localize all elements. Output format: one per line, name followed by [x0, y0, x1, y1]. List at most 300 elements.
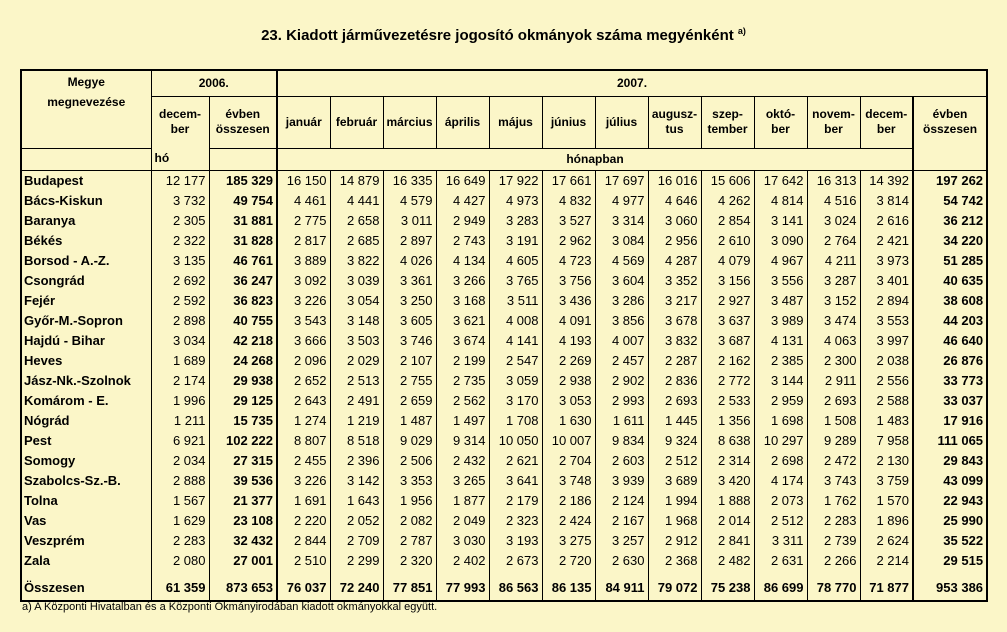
nov-b: ber [824, 122, 843, 136]
table-cell: 46 761 [209, 251, 277, 271]
table-cell: 2 052 [330, 511, 383, 531]
table-cell: 953 386 [913, 571, 987, 601]
table-row [21, 291, 987, 311]
table-cell: 4 091 [542, 311, 595, 331]
table-header [21, 70, 987, 170]
table-cell: 2 897 [383, 231, 436, 251]
county-header-line1: Megye [67, 75, 105, 89]
county-name: Győr-M.-Sopron [24, 312, 123, 328]
table-cell: 3 314 [595, 211, 648, 231]
table-cell: 2 107 [383, 351, 436, 371]
table-cell: 3 193 [489, 531, 542, 551]
table-cell: 1 689 [151, 351, 209, 371]
table-cell: 2 956 [648, 231, 701, 251]
table-cell: 4 441 [330, 191, 383, 211]
table-cell: 33 037 [913, 391, 987, 411]
table-cell: 3 250 [383, 291, 436, 311]
month-header [701, 96, 754, 148]
total-row [21, 571, 987, 601]
table-cell: 84 911 [595, 571, 648, 601]
table-cell: 4 967 [754, 251, 807, 271]
table-cell: 2 841 [701, 531, 754, 551]
table-row [21, 491, 987, 511]
table-cell: 4 605 [489, 251, 542, 271]
dec-2007-a: decem- [865, 107, 908, 121]
table-cell: 26 876 [913, 351, 987, 371]
table-cell: 3 814 [860, 191, 913, 211]
table-cell: 3 092 [277, 271, 330, 291]
table-cell: 2 300 [807, 351, 860, 371]
table-cell: 39 536 [209, 471, 277, 491]
table-row [21, 471, 987, 491]
table-cell: 2 588 [860, 391, 913, 411]
county-name: Fejér [24, 292, 56, 308]
table-cell: 3 746 [383, 331, 436, 351]
table-cell: 2 764 [807, 231, 860, 251]
table-cell: 12 177 [151, 170, 209, 191]
table-cell: 873 653 [209, 571, 277, 601]
table-cell: 4 008 [489, 311, 542, 331]
table-cell: 29 843 [913, 451, 987, 471]
table-cell: 43 099 [913, 471, 987, 491]
table-cell: 3 604 [595, 271, 648, 291]
yearly-2006-spacer [209, 148, 277, 170]
table-cell: 2 038 [860, 351, 913, 371]
table-cell: 3 170 [489, 391, 542, 411]
table-cell: 3 743 [807, 471, 860, 491]
yearly-2006-b: összesen [215, 122, 270, 136]
table-cell: 3 311 [754, 531, 807, 551]
county-name: Heves [24, 352, 63, 368]
table-cell: 3 605 [383, 311, 436, 331]
table-cell: 2 179 [489, 491, 542, 511]
table-cell: 4 079 [701, 251, 754, 271]
table-cell: 40 635 [913, 271, 987, 291]
month-header [754, 96, 807, 148]
table-cell: 4 131 [754, 331, 807, 351]
table-cell: 3 939 [595, 471, 648, 491]
county-name: Bács-Kiskun [24, 192, 103, 208]
table-cell: 2 704 [542, 451, 595, 471]
table-cell: 79 072 [648, 571, 701, 601]
table-cell: 3 060 [648, 211, 701, 231]
table-cell: 17 661 [542, 170, 595, 191]
table-cell: 1 629 [151, 511, 209, 531]
county-name: Összesen [24, 580, 85, 595]
table-cell: 4 814 [754, 191, 807, 211]
table-cell: 197 262 [913, 170, 987, 191]
table-cell: 2 323 [489, 511, 542, 531]
unit-honapban: hónapban [277, 148, 913, 170]
table-cell: 3 989 [754, 311, 807, 331]
table-cell: 3 353 [383, 471, 436, 491]
table-cell: 2 034 [151, 451, 209, 471]
yearly-2006-a: évben [225, 107, 261, 121]
table-cell: 3 759 [860, 471, 913, 491]
table-cell: 2 186 [542, 491, 595, 511]
table-cell: 1 708 [489, 411, 542, 431]
table-cell: 1 698 [754, 411, 807, 431]
table-body [21, 170, 987, 601]
table-cell: 3 226 [277, 291, 330, 311]
table-cell: 2 472 [807, 451, 860, 471]
table-cell: 27 315 [209, 451, 277, 471]
table-cell: 2 817 [277, 231, 330, 251]
table-cell: 9 029 [383, 431, 436, 451]
table-cell: 3 556 [754, 271, 807, 291]
table-cell: 8 807 [277, 431, 330, 451]
table-cell: 1 956 [383, 491, 436, 511]
table-cell: 9 289 [807, 431, 860, 451]
table-cell: 10 050 [489, 431, 542, 451]
table-cell: 2 080 [151, 551, 209, 571]
table-cell: 4 579 [383, 191, 436, 211]
table-cell: 2 692 [151, 271, 209, 291]
table-cell: 2 693 [807, 391, 860, 411]
table-cell: 3 141 [754, 211, 807, 231]
table-cell: 2 743 [436, 231, 489, 251]
table-cell: 71 877 [860, 571, 913, 601]
table-cell: 2 082 [383, 511, 436, 531]
table-cell: 2 775 [277, 211, 330, 231]
table-cell: 2 643 [277, 391, 330, 411]
table-cell: 2 283 [151, 531, 209, 551]
table-cell: 4 211 [807, 251, 860, 271]
table-cell: 7 958 [860, 431, 913, 451]
table-cell: 1 567 [151, 491, 209, 511]
table-cell: 3 637 [701, 311, 754, 331]
aug-b: tus [665, 122, 684, 136]
table-cell: 86 563 [489, 571, 542, 601]
table-cell: 3 265 [436, 471, 489, 491]
table-cell: 3 148 [330, 311, 383, 331]
month-header: május [489, 96, 542, 148]
table-cell: 2 482 [701, 551, 754, 571]
table-cell: 3 503 [330, 331, 383, 351]
table-cell: 1 219 [330, 411, 383, 431]
table-cell: 2 927 [701, 291, 754, 311]
aug-a: augusz- [651, 107, 698, 121]
month-header: január [277, 96, 330, 148]
table-row [21, 431, 987, 451]
table-cell: 2 432 [436, 451, 489, 471]
table-cell: 76 037 [277, 571, 330, 601]
table-cell: 16 150 [277, 170, 330, 191]
table-cell: 86 135 [542, 571, 595, 601]
yearly-2007-header [913, 96, 987, 148]
table-cell: 2 457 [595, 351, 648, 371]
table-cell: 9 314 [436, 431, 489, 451]
table-cell: 2 491 [330, 391, 383, 411]
table-cell: 2 512 [648, 451, 701, 471]
table-cell: 1 570 [860, 491, 913, 511]
table-cell: 15 735 [209, 411, 277, 431]
table-cell: 2 283 [807, 511, 860, 531]
table-cell: 1 497 [436, 411, 489, 431]
table-cell: 1 877 [436, 491, 489, 511]
table-row [21, 391, 987, 411]
table-cell: 3 226 [277, 471, 330, 491]
table-cell: 1 356 [701, 411, 754, 431]
table-cell: 2 513 [330, 371, 383, 391]
table-cell: 15 606 [701, 170, 754, 191]
table-cell: 2 547 [489, 351, 542, 371]
table-cell: 9 324 [648, 431, 701, 451]
table-cell: 102 222 [209, 431, 277, 451]
table-cell: 3 553 [860, 311, 913, 331]
table-cell: 1 643 [330, 491, 383, 511]
table-cell: 3 732 [151, 191, 209, 211]
table-cell: 31 881 [209, 211, 277, 231]
table-cell: 2 735 [436, 371, 489, 391]
yearly-2007-spacer [913, 148, 987, 170]
table-cell: 2 368 [648, 551, 701, 571]
table-cell: 2 124 [595, 491, 648, 511]
table-cell: 3 765 [489, 271, 542, 291]
table-cell: 3 401 [860, 271, 913, 291]
county-header-spacer [21, 148, 151, 170]
table-cell: 3 135 [151, 251, 209, 271]
table-cell: 2 888 [151, 471, 209, 491]
table-cell: 2 949 [436, 211, 489, 231]
table-cell: 1 691 [277, 491, 330, 511]
table-cell: 1 274 [277, 411, 330, 431]
table-cell: 2 424 [542, 511, 595, 531]
table-cell: 2 652 [277, 371, 330, 391]
table-cell: 2 214 [860, 551, 913, 571]
yearly-2006-header [209, 96, 277, 148]
table-cell: 4 646 [648, 191, 701, 211]
county-header-line2: megnevezése [47, 95, 126, 109]
table-cell: 77 993 [436, 571, 489, 601]
table-cell: 40 755 [209, 311, 277, 331]
table-cell: 3 024 [807, 211, 860, 231]
table-cell: 111 065 [913, 431, 987, 451]
table-cell: 29 515 [913, 551, 987, 571]
table-cell: 2 621 [489, 451, 542, 471]
table-row [21, 411, 987, 431]
table-cell: 24 268 [209, 351, 277, 371]
table-cell: 3 034 [151, 331, 209, 351]
table-cell: 3 511 [489, 291, 542, 311]
table-cell: 3 889 [277, 251, 330, 271]
table-cell: 3 275 [542, 531, 595, 551]
table-cell: 3 286 [595, 291, 648, 311]
table-cell: 61 359 [151, 571, 209, 601]
table-cell: 2 029 [330, 351, 383, 371]
table-cell: 77 851 [383, 571, 436, 601]
county-name: Békés [24, 232, 63, 248]
county-name: Komárom - E. [24, 392, 109, 408]
table-cell: 44 203 [913, 311, 987, 331]
month-header [807, 96, 860, 148]
table-cell: 4 461 [277, 191, 330, 211]
table-cell: 2 174 [151, 371, 209, 391]
table-cell: 16 313 [807, 170, 860, 191]
table-row [21, 511, 987, 531]
table-cell: 4 026 [383, 251, 436, 271]
table-cell: 2 902 [595, 371, 648, 391]
table-cell: 2 533 [701, 391, 754, 411]
table-row [21, 351, 987, 371]
table-cell: 14 392 [860, 170, 913, 191]
table-cell: 185 329 [209, 170, 277, 191]
table-cell: 2 673 [489, 551, 542, 571]
table-cell: 2 959 [754, 391, 807, 411]
table-cell: 1 996 [151, 391, 209, 411]
dec-2006-b: ber [170, 122, 190, 137]
table-cell: 36 823 [209, 291, 277, 311]
table-cell: 3 090 [754, 231, 807, 251]
month-header: április [436, 96, 489, 148]
table-cell: 3 039 [330, 271, 383, 291]
table-row [21, 371, 987, 391]
table-cell: 1 994 [648, 491, 701, 511]
table-cell: 3 748 [542, 471, 595, 491]
table-cell: 3 168 [436, 291, 489, 311]
county-name: Veszprém [24, 532, 85, 548]
table-cell: 2 220 [277, 511, 330, 531]
data-table [20, 69, 988, 602]
table-cell: 36 212 [913, 211, 987, 231]
table-cell: 3 011 [383, 211, 436, 231]
table-cell: 25 990 [913, 511, 987, 531]
table-cell: 2 455 [277, 451, 330, 471]
table-cell: 3 474 [807, 311, 860, 331]
table-cell: 3 084 [595, 231, 648, 251]
table-cell: 78 770 [807, 571, 860, 601]
table-cell: 2 836 [648, 371, 701, 391]
month-header [860, 96, 913, 148]
table-cell: 3 217 [648, 291, 701, 311]
table-cell: 1 896 [860, 511, 913, 531]
table-cell: 3 257 [595, 531, 648, 551]
oct-b: ber [771, 122, 790, 136]
page-title [0, 26, 1007, 44]
table-cell: 4 134 [436, 251, 489, 271]
table-cell: 4 174 [754, 471, 807, 491]
table-cell: 3 856 [595, 311, 648, 331]
table-cell: 8 638 [701, 431, 754, 451]
table-row [21, 531, 987, 551]
county-name: Borsod - A.-Z. [24, 252, 110, 268]
table-cell: 4 287 [648, 251, 701, 271]
month-header: február [330, 96, 383, 148]
table-cell: 3 053 [542, 391, 595, 411]
county-name: Szabolcs-Sz.-B. [24, 472, 121, 488]
table-cell: 3 266 [436, 271, 489, 291]
table-cell: 2 698 [754, 451, 807, 471]
county-name: Nógrád [24, 412, 70, 428]
table-cell: 2 772 [701, 371, 754, 391]
county-name: Csongrád [24, 272, 85, 288]
table-cell: 4 516 [807, 191, 860, 211]
table-cell: 72 240 [330, 571, 383, 601]
table-cell: 3 054 [330, 291, 383, 311]
table-cell: 2 510 [277, 551, 330, 571]
table-cell: 49 754 [209, 191, 277, 211]
dec-2006-a: decem- [158, 107, 202, 122]
table-row [21, 451, 987, 471]
table-cell: 2 269 [542, 351, 595, 371]
table-cell: 2 630 [595, 551, 648, 571]
table-cell: 1 630 [542, 411, 595, 431]
table-cell: 4 973 [489, 191, 542, 211]
table-cell: 4 832 [542, 191, 595, 211]
table-cell: 16 649 [436, 170, 489, 191]
table-cell: 3 191 [489, 231, 542, 251]
table-cell: 2 962 [542, 231, 595, 251]
table-cell: 46 640 [913, 331, 987, 351]
table-cell: 3 361 [383, 271, 436, 291]
table-cell: 2 658 [330, 211, 383, 231]
yearly-2007-b: összesen [923, 122, 978, 137]
table-cell: 3 527 [542, 211, 595, 231]
table-cell: 2 322 [151, 231, 209, 251]
table-row [21, 231, 987, 251]
table-cell: 1 483 [860, 411, 913, 431]
table-row [21, 170, 987, 191]
table-cell: 2 844 [277, 531, 330, 551]
table-cell: 2 659 [383, 391, 436, 411]
oct-a: októ- [765, 107, 796, 121]
title-text: 23. Kiadott járművezetésre jogosító okmányok száma megyénként [261, 27, 734, 44]
table-cell: 17 916 [913, 411, 987, 431]
table-cell: 29 125 [209, 391, 277, 411]
table-cell: 2 854 [701, 211, 754, 231]
table-cell: 1 968 [648, 511, 701, 531]
table-cell: 2 562 [436, 391, 489, 411]
table-cell: 4 427 [436, 191, 489, 211]
county-name: Somogy [24, 452, 76, 468]
table-cell: 2 049 [436, 511, 489, 531]
table-cell: 2 162 [701, 351, 754, 371]
table-cell: 1 508 [807, 411, 860, 431]
table-cell: 2 266 [807, 551, 860, 571]
table-cell: 4 723 [542, 251, 595, 271]
table-cell: 2 755 [383, 371, 436, 391]
table-cell: 2 739 [807, 531, 860, 551]
table-cell: 3 420 [701, 471, 754, 491]
yearly-2007-a: évben [932, 107, 968, 122]
table-cell: 2 993 [595, 391, 648, 411]
table-cell: 17 922 [489, 170, 542, 191]
table-cell: 3 436 [542, 291, 595, 311]
table-cell: 3 756 [542, 271, 595, 291]
nov-a: novem- [812, 107, 855, 121]
table-cell: 21 377 [209, 491, 277, 511]
month-header: március [383, 96, 436, 148]
county-name: Jász-Nk.-Szolnok [24, 372, 131, 388]
table-cell: 3 156 [701, 271, 754, 291]
table-cell: 3 543 [277, 311, 330, 331]
table-cell: 2 512 [754, 511, 807, 531]
month-header: június [542, 96, 595, 148]
county-name: Zala [24, 552, 51, 568]
table-cell: 3 678 [648, 311, 701, 331]
table-cell: 2 385 [754, 351, 807, 371]
table-cell: 3 621 [436, 311, 489, 331]
month-header [648, 96, 701, 148]
table-cell: 42 218 [209, 331, 277, 351]
table-cell: 75 238 [701, 571, 754, 601]
table-cell: 2 693 [648, 391, 701, 411]
table-cell: 8 518 [330, 431, 383, 451]
table-cell: 2 421 [860, 231, 913, 251]
table-cell: 14 879 [330, 170, 383, 191]
table-cell: 31 828 [209, 231, 277, 251]
sep-b: tember [707, 122, 748, 136]
